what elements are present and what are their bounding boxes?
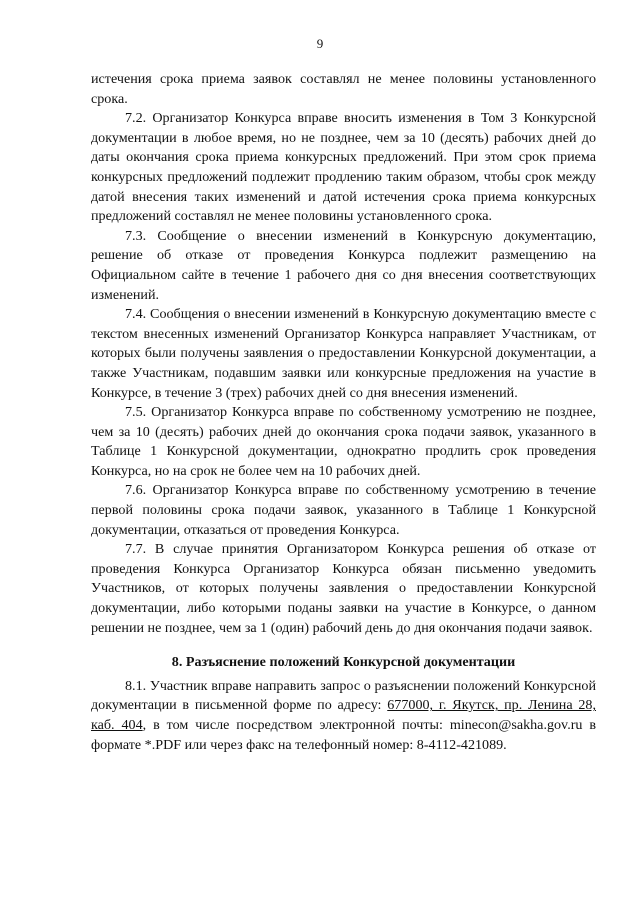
paragraph-7-6: 7.6. Организатор Конкурса вправе по собственному усмотрению в течение первой половины срока подачи заявок, указанного в Таблице 1 Конкурсной документации, отказаться от проведения Конкурса. bbox=[91, 482, 596, 538]
paragraph-8-1-text-end: , в том числе посредством электронной почты: minecon@sakha.gov.ru в формате *.PDF или через факс на телефонный номер: 8-4112-421089. bbox=[91, 717, 597, 753]
paragraph-7-7: 7.7. В случае принятия Организатором Конкурса решения об отказе от проведения Конкурса Организатор Конкурса обязан письменно уведомить Участников, от которых получены заявления о предоставлении Конкурсной документации, либо которыми поданы заявки на участие в Конкурсе, о данном решении не позднее, чем за 1 (один) рабочий день до дня окончания подачи заявок. bbox=[91, 541, 596, 636]
paragraph-7-4: 7.4. Сообщения о внесении изменений в Конкурсную документацию вместе с текстом внесенных изменений Организатор Конкурса направляет Участникам, от которых были получены заявления о предоставлении Конкурсной документации, а также Участникам, подавшим заявки или конкурсные предложения на участие в Конкурсе, в течение 3 (трех) рабочих дней со дня внесения изменений. bbox=[91, 306, 596, 401]
paragraph-7-5: 7.5. Организатор Конкурса вправе по собственному усмотрению не позднее, чем за 10 (десять) рабочих дней до окончания срока подачи заявок, указанного в Таблице 1 Конкурсной документации, однократно продлить срок проведения Конкурса, но на срок не более чем на 10 рабочих дней. bbox=[91, 404, 596, 479]
postal-address: 677000, г. Якутск, пр. Ленина 28, каб. 404 bbox=[91, 697, 596, 733]
paragraph-8-1 bbox=[91, 677, 596, 755]
page-number: 9 bbox=[316, 36, 324, 51]
section-heading: 8. Разъяснение положений Конкурсной документации bbox=[171, 654, 516, 671]
paragraph-7-2: 7.2. Организатор Конкурса вправе вносить изменения в Том 3 Конкурсной документации в любое время, но не позднее, чем за 10 (десять) рабочих дней до даты окончания срока приема конкурсных предложений. При этом срок приема конкурсных предложений подлежит продлению таким образом, чтобы срок между датой внесения таких изменений и датой истечения срока приема конкурсных предложений составлял не менее половины установленного срока. bbox=[91, 110, 596, 225]
paragraph-8-1-text-start: 8.1. Участник вправе направить запрос о разъяснении положений Конкурсной документации в письменной форме по адресу: bbox=[91, 677, 596, 714]
paragraph-continuation: истечения срока приема заявок составлял не менее половины установленного срока. bbox=[91, 71, 596, 107]
paragraph-7-3: 7.3. Сообщение о внесении изменений в Конкурсную документацию, решение об отказе от проведения Конкурса подлежит размещению на Официальном сайте в течение 1 рабочего дня со дня внесения соответствующих изменений. bbox=[91, 227, 596, 303]
document-body bbox=[91, 70, 596, 755]
